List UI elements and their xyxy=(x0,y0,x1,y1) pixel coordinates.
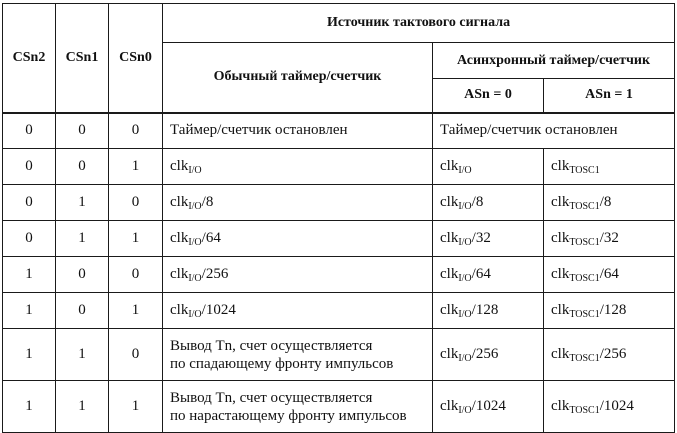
cell-csn1: 1 xyxy=(56,329,109,381)
cell-csn2: 1 xyxy=(3,381,56,433)
table-row xyxy=(3,329,675,381)
cell-csn1: 0 xyxy=(56,149,109,185)
cell-asn1: clk$_{TOSC1}$/64 xyxy=(544,257,675,293)
cell-csn0: 1 xyxy=(109,381,163,433)
header-async-timer: Асинхронный таймер/счетчик xyxy=(433,43,675,79)
table-row xyxy=(3,381,675,433)
header-normal-timer: Обычный таймер/счетчик xyxy=(163,43,433,113)
cell-csn2: 1 xyxy=(3,329,56,381)
cell-normal-stopped: Таймер/счетчик остановлен xyxy=(163,113,433,149)
header-asn-0: ASn = 0 xyxy=(433,79,544,113)
cell-csn1: 0 xyxy=(56,257,109,293)
cell-asn1: clk$_{TOSC1}$ xyxy=(544,149,675,185)
cell-asn0: clk$_{I/O}$ xyxy=(433,149,544,185)
table-row xyxy=(3,185,675,221)
cell-normal-pin-falling: Вывод Tn, счет осуществляется по спадающему фронту импульсов xyxy=(163,329,433,381)
cell-csn0: 1 xyxy=(109,221,163,257)
cell-csn0: 0 xyxy=(109,329,163,381)
cell-asn0: clk$_{I/O}$/32 xyxy=(433,221,544,257)
cell-normal: clk$_{I/O}$/8 xyxy=(163,185,433,221)
cell-asn0: clk$_{I/O}$/128 xyxy=(433,293,544,329)
cell-normal: clk$_{I/O}$/64 xyxy=(163,221,433,257)
table-row xyxy=(3,221,675,257)
cell-asn0: clk$_{I/O}$/8 xyxy=(433,185,544,221)
header-csn1: CSn1 xyxy=(56,4,109,113)
cell-csn0: 0 xyxy=(109,113,163,149)
cell-asn0: clk$_{I/O}$/64 xyxy=(433,257,544,293)
cell-csn0: 1 xyxy=(109,293,163,329)
cell-csn1: 0 xyxy=(56,293,109,329)
cell-normal: clk$_{I/O}$/256 xyxy=(163,257,433,293)
table-row xyxy=(3,257,675,293)
cell-csn2: 0 xyxy=(3,149,56,185)
cell-async-stopped: Таймер/счетчик остановлен xyxy=(433,113,675,149)
cell-csn2: 0 xyxy=(3,185,56,221)
cell-normal: clk$_{I/O}$ xyxy=(163,149,433,185)
header-clock-source: Источник тактового сигнала xyxy=(163,4,675,43)
header-csn2: CSn2 xyxy=(3,4,56,113)
table-row xyxy=(3,293,675,329)
header-csn0: CSn0 xyxy=(109,4,163,113)
cell-asn0: clk$_{I/O}$/256 xyxy=(433,329,544,381)
table-row xyxy=(3,113,675,149)
cell-csn1: 1 xyxy=(56,221,109,257)
cell-csn0: 0 xyxy=(109,185,163,221)
cell-normal-pin-rising: Вывод Tn, счет осуществляется по нарастающему фронту импульсов xyxy=(163,381,433,433)
header-asn-1: ASn = 1 xyxy=(544,79,675,113)
cell-asn1: clk$_{TOSC1}$/256 xyxy=(544,329,675,381)
cell-csn1: 1 xyxy=(56,381,109,433)
cell-csn1: 1 xyxy=(56,185,109,221)
table-row xyxy=(3,149,675,185)
clock-source-table xyxy=(2,3,675,433)
cell-asn1: clk$_{TOSC1}$/128 xyxy=(544,293,675,329)
cell-csn2: 1 xyxy=(3,257,56,293)
cell-csn2: 0 xyxy=(3,113,56,149)
cell-asn1: clk$_{TOSC1}$/1024 xyxy=(544,381,675,433)
cell-csn0: 0 xyxy=(109,257,163,293)
cell-csn1: 0 xyxy=(56,113,109,149)
cell-asn1: clk$_{TOSC1}$/8 xyxy=(544,185,675,221)
cell-csn0: 1 xyxy=(109,149,163,185)
cell-normal: clk$_{I/O}$/1024 xyxy=(163,293,433,329)
cell-asn1: clk$_{TOSC1}$/32 xyxy=(544,221,675,257)
cell-asn0: clk$_{I/O}$/1024 xyxy=(433,381,544,433)
cell-csn2: 0 xyxy=(3,221,56,257)
cell-csn2: 1 xyxy=(3,293,56,329)
